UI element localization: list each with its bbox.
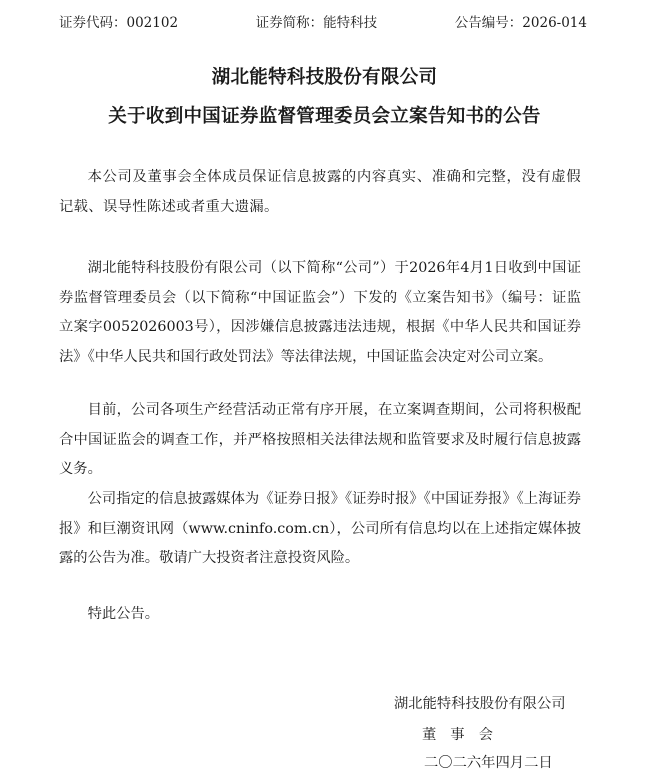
announcement-title: 关于收到中国证券监督管理委员会立案告知书的公告: [108, 106, 541, 127]
signature-date: 二〇二六年四月二日: [424, 755, 553, 771]
signature-company: 湖北能特科技股份有限公司: [394, 696, 566, 712]
notice-number: 公告编号：2026-014: [454, 15, 587, 31]
board-commitment-statement: 本公司及董事会全体成员保证信息披露的内容真实、准确和完整，没有虚假记载、误导性陈述或者重大遗漏。: [59, 169, 581, 215]
closing-statement: 特此公告。: [87, 606, 160, 622]
signature-board: 董事会: [422, 727, 507, 743]
stock-code: 证券代码：002102: [59, 15, 179, 31]
paragraph-disclosure-media: 公司指定的信息披露媒体为《证券日报》《证券时报》《中国证券报》《上海证券报》和巨潮资讯网（www.cninfo.com.cn），公司所有信息均以在上述指定媒体披露的公告为准。敬请广大投资者注意投资风险。: [59, 491, 581, 566]
paragraph-operations-status: 目前，公司各项生产经营活动正常有序开展，在立案调查期间，公司将积极配合中国证监会的调查工作，并严格按照相关法律法规和监管要求及时履行信息披露义务。: [59, 402, 581, 477]
stock-name: 证券简称：能特科技: [255, 15, 378, 31]
document-header: [59, 12, 587, 34]
paragraph-investigation-notice: 湖北能特科技股份有限公司（以下简称“公司”）于2026年4月1日收到中国证券监督管理委员会（以下简称“中国证监会”）下发的《立案告知书》（编号：证监立案字0052026003号），因涉嫌信息披露违法违规，根据《中华人民共和国证券法》《中华人民共和国行政处罚法》等法律法规，中国证监会决定对公司立案。: [59, 260, 581, 365]
company-title: 湖北能特科技股份有限公司: [211, 67, 438, 88]
